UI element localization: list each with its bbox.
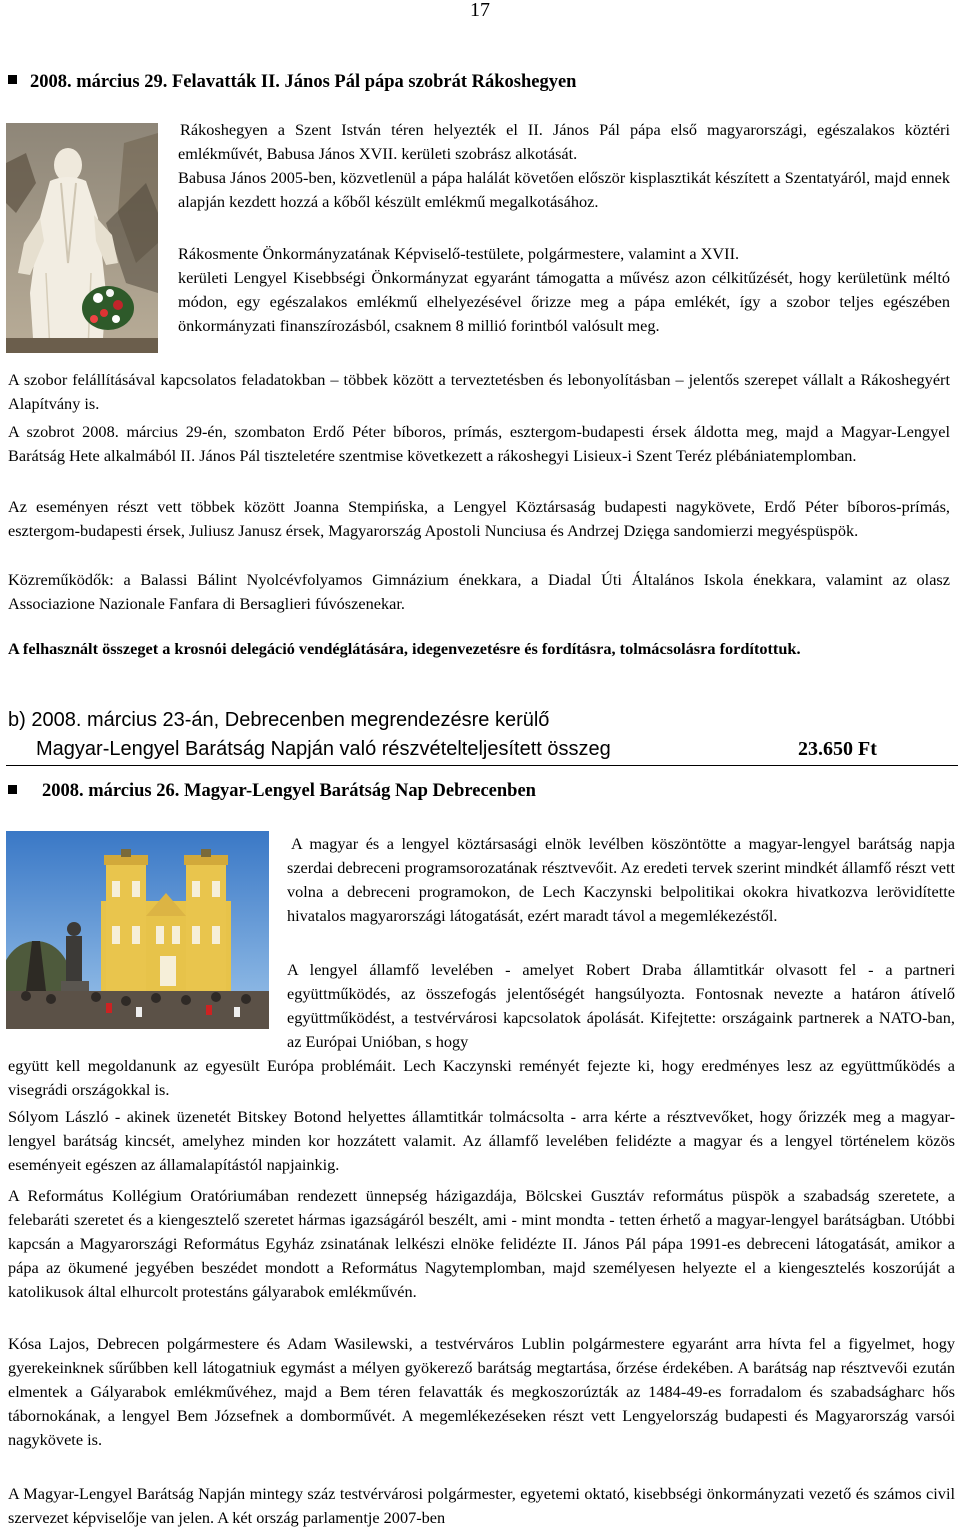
section1-para5: A szobrot 2008. március 29-én, szombaton Erdő Péter bíboros, prímás, esztergom-budapesti érsek áldotta meg, majd a Magyar-Lengyel Barátság Hete alkalmából II. János Pál tiszteletére szentmise következett a rákoshegyi Lisieux-i Szent Teréz plébániatemplomban. bbox=[8, 422, 950, 465]
section1-para4: A szobor felállításával kapcsolatos feladatokban – többek között a terveztetésben és lebonyolításban – jelentős szerepet vállalt a Rákoshegyért Alapítvány is. bbox=[8, 370, 950, 413]
section2-para2b: együtt kell megoldanunk az egyesült Európa problémáit. Lech Kaczynski reményét fejezte ki, hogy eredményes lesz az együttműködés a visegrádi országokkal is. bbox=[8, 1056, 955, 1099]
section2-para5: Kósa Lajos, Debrecen polgármestere és Adam Wasilewski, a testvérváros Lublin polgármestere egyaránt arra hívta fel a figyelmet, hogy gyerekeinknek sűrűbben kell látogatniuk egymást a mélyen gyökerező barátság megtartása, őrzése érdekében. A barátság nap résztvevői ezután elmentek a Gályarabok emlékművéhez, majd a Bem téren felavatták és megkoszorúzták az 1484-49-es forradalom és szabadságharc hős tábornokának, a lengyel Bem Józsefnek a domborművét. A megemlékezéseken részt vett Lengyelország budapesti és Magyarország varsói nagykövete is. bbox=[8, 1334, 955, 1449]
section2-para2a: A lengyel államfő levelében - amelyet Robert Draba államtitkár olvasott fel - a partneri együttműködés, az összefogás jelentőségét hangsúlyozta. Fontosnak nevezte a határon átívelő együttműködést, a testvérvárosi kapcsolatok ápolását. Kifejtette: országaink partnerek a NATO-ban, az Európai Unióban, s hogy bbox=[287, 960, 955, 1051]
section2-para1: A magyar és a lengyel köztársasági elnök levélben köszöntötte a magyar-lengyel barátság napja szerdai debreceni programsorozatának résztvevőit. Az eredeti tervek szerint mindkét államfő részt vett volna a debreceni programokon, de Lech Kaczynski belpolitikai okokra hivatkozva lerövidítette hivatalos magyarországi látogatását, ezért maradt távol a megemlékezéstől. bbox=[287, 834, 955, 925]
section1-para3a: Rákosmente Önkormányzatának Képviselő-testülete, polgármestere, valamint a XVII. bbox=[178, 244, 740, 263]
divider-line bbox=[6, 765, 958, 766]
item-b-line1: b) 2008. március 23-án, Debrecenben megrendezésre kerülő bbox=[8, 709, 550, 731]
section2-para4: A Református Kollégium Oratóriumában rendezett ünnepség házigazdája, Bölcskei Gusztáv református püspök a szabadság szeretete, a felebaráti szeretet és a kiengesztelő szeretet hármas igazságáról beszélt, ami - mint mondta - tetten érhető a magyar-lengyel barátságban. Utóbbi kapcsán a Magyarországi Református Egyház zsinatának lelkészi elnöke felidézte II. János Pál pápa 1991-es debreceni látogatását, amikor a pápa az ökumené jegyében beszédet mondott a Református Nagytemplomban, majd személyesen helyezte el a kiengesztelés koszorúját a katolikusok által elhurcolt protestáns gályarabok emlékművén. bbox=[8, 1186, 955, 1301]
section1-para3b: kerületi Lengyel Kisebbségi Önkormányzat egyaránt támogatta a művész azon célkitűzését, hogy kerületünk méltó módon, egy egészalakos emlékmű elhelyezésével őrizze meg a pápa emlékét, így a szobor teljes egészében önkormányzati finanszírozásból, csaknem 8 millió forintból valósult meg. bbox=[178, 268, 950, 335]
section1-title: 2008. március 29. Felavatták II. János Pál pápa szobrát Rákoshegyen bbox=[30, 72, 577, 92]
page-number: 17 bbox=[470, 0, 490, 21]
church-photo bbox=[6, 831, 269, 1029]
item-b-amount: 23.650 Ft bbox=[798, 738, 877, 760]
section1-para2: Babusa János 2005-ben, közvetlenül a pápa halálát követően először kisplasztikát készített a Szentatyáról, majd ennek alapján kezdett hozzá a kőből készült emlékmű megalkotásához. bbox=[178, 168, 950, 211]
section1-bold-note: A felhasznált összeget a krosnói delegáció vendéglátására, idegenvezetésre és fordításra, tolmácsolásra fordítottuk. bbox=[8, 639, 801, 658]
section1-para1: Rákoshegyen a Szent István téren helyezték el II. János Pál pápa első magyarországi, egészalakos köztéri emlékművét, Babusa János XVII. kerületi szobrász alkotását. bbox=[178, 120, 950, 163]
section1-para7: Közreműködők: a Balassi Bálint Nyolcévfolyamos Gimnázium énekkara, a Diadal Úti Általános Iskola énekkara, valamint az olasz Associazione Nazionale Fanfara di Bersaglieri fúvószenekar. bbox=[8, 570, 950, 613]
section1-para6: Az eseményen részt vett többek között Joanna Stempińska, a Lengyel Köztársaság budapesti nagykövete, Erdő Péter bíboros-prímás, esztergom-budapesti érsek, Juliusz Janusz érsek, Magyarország Apostoli Nunciusa és Andrzej Dzięga sandomierzi megyéspüspök. bbox=[8, 497, 950, 540]
item-b-line2: Magyar-Lengyel Barátság Napján való részvételteljesített összeg bbox=[36, 738, 611, 760]
bullet-icon bbox=[8, 785, 17, 794]
statue-photo bbox=[6, 123, 158, 353]
section2-para6: A Magyar-Lengyel Barátság Napján mintegy száz testvérvárosi polgármester, egyetemi oktató, kisebbségi önkormányzati vezető és számos civil szervezet képviselője van jelen. A két ország parlamentje 2007-ben bbox=[8, 1484, 955, 1527]
debrecen-church-image bbox=[6, 831, 269, 1029]
pope-statue-image bbox=[6, 123, 158, 353]
bullet-icon bbox=[8, 75, 17, 84]
section2-para3: Sólyom László - akinek üzenetét Bitskey Botond helyettes államtitkár tolmácsolta - arra kérte a résztvevőket, hogy őrizzék meg a magyar-lengyel barátság kincsét, amelyhez minden kor hozzátett valamit. Az államfő levelében felidézte a magyar és a lengyel történelem közös eseményeit egészen az államalapítástól napjainkig. bbox=[8, 1107, 955, 1174]
section2-title: 2008. március 26. Magyar-Lengyel Barátság Nap Debrecenben bbox=[42, 781, 536, 801]
